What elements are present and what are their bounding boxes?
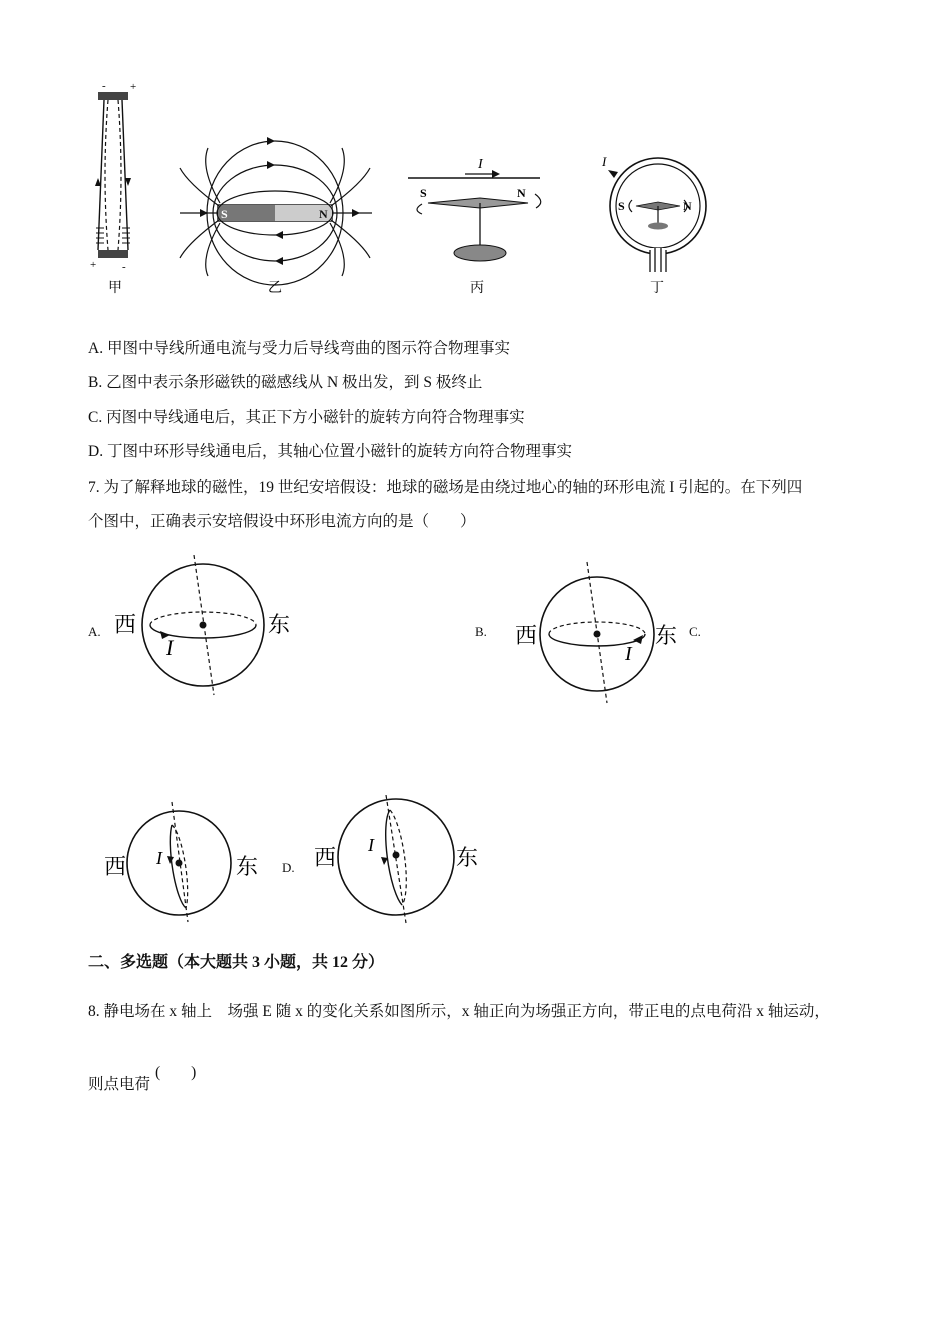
q7-stem-line2: 个图中，正确表示安培假设中环形电流方向的是（ ）	[88, 513, 476, 530]
figure-label-ding: 丁	[650, 281, 664, 296]
magnet-n-label: N	[319, 207, 328, 221]
globe-b-current: I	[625, 643, 632, 665]
q6-figure	[80, 78, 740, 300]
plus-sign-top-right: +	[130, 81, 137, 93]
q7-label-a: A.	[88, 624, 101, 639]
globe-b-west: 西	[515, 624, 538, 649]
plus-sign-top-left: -	[102, 80, 106, 92]
q8-stem-line1: 8. 静电场在 x 轴上 场强 E 随 x 的变化关系如图所示，x 轴正向为场强正方向，带正电的点电荷沿 x 轴运动，	[88, 1003, 830, 1020]
globe-a	[100, 555, 310, 700]
globe-a-current: I	[166, 635, 174, 660]
q6-option-a: A. 甲图中导线所通电流与受力后导线弯曲的图示符合物理事实	[88, 340, 510, 357]
needle-s-label: S	[420, 186, 427, 200]
q7-label-c: C.	[689, 624, 701, 639]
needle-n-label: N	[517, 186, 526, 200]
plus-sign-bottom-left: +	[90, 259, 97, 271]
q7-stem-line1: 7. 为了解释地球的磁性，19 世纪安培假设：地球的磁场是由绕过地心的轴的环形电流 I 引起的。在下列四	[88, 479, 803, 496]
q6-option-c: C. 丙图中导线通电后，其正下方小磁针的旋转方向符合物理事实	[88, 409, 525, 426]
figure-jia	[90, 80, 136, 273]
globe-c	[100, 800, 270, 925]
figure-label-yi: 乙	[268, 281, 282, 296]
figure-label-jia: 甲	[108, 281, 122, 296]
q7-label-d: D.	[282, 860, 295, 875]
globe-d-east: 东	[456, 846, 479, 871]
figure-bing	[408, 157, 541, 261]
current-label-ding: I	[602, 154, 607, 169]
q7-label-b: B.	[475, 624, 487, 639]
globe-d	[310, 795, 490, 925]
globe-d-current: I	[368, 835, 374, 855]
globe-d-west: 西	[314, 846, 337, 871]
figure-yi	[180, 137, 372, 285]
globe-b-east: 东	[655, 624, 678, 649]
q8-stem-line2: 则点电荷	[88, 1076, 151, 1093]
figure-ding	[601, 154, 706, 272]
globe-c-east: 东	[236, 855, 259, 880]
q6-option-d: D. 丁图中环形导线通电后，其轴心位置小磁针的旋转方向符合物理事实	[88, 443, 572, 460]
globe-c-current: I	[156, 848, 162, 868]
current-label-bing: I	[478, 157, 483, 172]
ring-needle-s: S	[618, 199, 625, 213]
minus-sign-bottom-right: -	[122, 261, 126, 273]
globe-b	[505, 560, 705, 705]
globe-a-west: 西	[114, 613, 137, 638]
q6-option-b: B. 乙图中表示条形磁铁的磁感线从 N 极出发，到 S 极终止	[88, 374, 483, 391]
q8-answer-paren: ( )	[155, 1064, 197, 1081]
figure-label-bing: 丙	[470, 281, 484, 296]
section2-heading: 二、多选题（本大题共 3 小题，共 12 分）	[88, 954, 385, 971]
globe-c-west: 西	[104, 855, 127, 880]
magnet-s-label: S	[221, 207, 228, 221]
ring-needle-n: N	[683, 199, 692, 213]
globe-a-east: 东	[268, 613, 291, 638]
